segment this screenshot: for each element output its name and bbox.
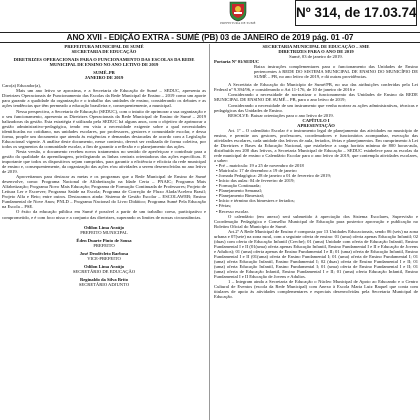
resolve-statement: RESOLVE: Baixar orientações para o ano letivo de 2019. [228, 112, 334, 118]
list-item: • Matrícula: 17 de dezembro a 19 de janeiro [216, 168, 297, 174]
logo-caption: PREFEITURA DE SUMÉ [220, 21, 256, 25]
intro-paragraph-4: Aproveitamos para destacar as metas e os programas que a Rede Municipal de Ensino de Sumé desenvolve, como: Programa Nacional de Alfabetização na Idade Certa – PNAIC; Programa Mais Alfabetização; Programa Novo Mais Educação; Programa de Formação Continuada de Professores; Projeto de Leitura Ler e Escrever; Programa Saúde na Escola; Programa de Correção de Fluxo Alada/Acelera Brasil; Projeto Alfa e Beto; entre outros. Destacamos ainda: Sistema de Gestão Escolar – ESCOLAWEB; Ensino Fundamental de Nove Anos; PNLD – Programa Nacional do Livro Didático; Programa Sumé Pela Educação na Escola – PSE. [2, 174, 206, 210]
list-item: • Início das aulas: 04 de fevereiro de 2019; [216, 178, 295, 184]
list-item: • Formação Continuada; [216, 183, 261, 189]
calendar-list [214, 163, 418, 213]
portaria-ementa: Baixa instruções complementares para o funcionamento das Unidades de Ensino pertencentes à REDE DO SISTEMA MUNICIPAL DE ENSINO DO MUNICÍPIO DE SUMÉ – PB, no ano letivo de 2019, e dá outras providências. [254, 64, 418, 80]
considerando-1: A Secretária de Educação do Município de Sumé/PB, no uso das atribuições conferidas pela Lei Federal nº 9.394/96, e considerando o Art 11-176, de 10 de janeiro de 2016 e [214, 82, 418, 93]
issue-number: Nº 314, de 17.03.74 [295, 0, 417, 26]
signature-role: VICE-PREFEITO [87, 255, 121, 261]
list-item: • Planejamento Bimestral; [216, 193, 265, 199]
right-date: Sumé, 03 de janeiro de 2019. [289, 54, 343, 60]
list-item: • Planejamento Semanal; [216, 188, 263, 194]
masthead-bar: ANO XVII - EDIÇÃO EXTRA - SUMÉ (PB) 03 de JANEIRO de 2019 pág. 01 -07 [0, 32, 420, 43]
right-org-name: SECRETARIA MUNICIPAL DE EDUCAÇÃO – SME [262, 44, 370, 49]
org-department: SECRETARIA DE EDUCAÇÃO [71, 49, 137, 55]
signature-name: Reginaldo da Silva Brito [79, 276, 129, 282]
document-title: DIRETRIZES OPERACIONAIS PARA O FUNCIONAMENTO DAS ESCOLAS DA REDE MUNICIPAL DE ENSINO NO ANO LETIVO DE 2019 [13, 57, 195, 68]
signature-role: SECRETÁRIO ADJUNTO [78, 281, 130, 287]
document-date: JANEIRO DE 2019 [84, 75, 124, 81]
intro-paragraph-5: O êxito da educação pública em Sumé é possível a partir de um trabalho coeso, participativo e comprometido, e é com foco nisso e a conjunto das diretrizes, superando os limites de nossas circunstâncias. [2, 209, 206, 220]
signature-role: PREFEITO MUNICIPAL [80, 229, 128, 235]
considerando-2: Considerando a necessidade de normatizar o funcionamento das Unidades de Ensino da REDE MUNICIPAL DE ENSINO DE SUMÉ – PB, para o ano letivo de 2019; [214, 92, 418, 103]
signature-role: PREFEITO [93, 242, 115, 248]
list-item: • Jornada Pedagógica: 28 de janeiro a 01 de fevereiro de 2019; [216, 173, 332, 179]
list-item: • Pré – matrícula: 19 a 25 de novembro de 2018 [216, 163, 304, 169]
calendar-approval-paragraph: O calendário (em anexo) será submetido à apreciação dos Sistema Escolares, Supervisão e Coordenação Pedagógica e Conselho Municipal de Educação para posterior aprovação e publicação no Boletim Oficial do Município de Sumé. [214, 213, 418, 229]
right-column [214, 44, 418, 420]
intro-paragraph-2: Nessa perspectiva, a Secretaria de Educação (SEDUC), com o intuito de aprimorar a sua organização e o seu funcionamento, apresenta as Diretrizes Operacionais da Rede Municipal de Ensino de Sumé – 2019 balizadoras da gestão. Esta estratégia é utilizada pela SEDUC há alguns anos, com o objetivo de aprimorar a gestão administrativo-pedagógica, tendo em vista a necessidade exigente sobre a qual necessidades identificadas no cotidiano, nas unidades escolares, por professores, gestores e comunidade escolar, e dessa forma, propõe um documento que atenda às exigências e demandas destacadas de acordo com a Legislação Educacional vigente. A análise deste documento, nesse contexto, deverá ser realizada de forma coletiva, por todos os segmentos da comunidade escolar, a fim de garantir a reflexão e o planejamento das ações. [2, 108, 206, 149]
right-subtitle: DIRETRIZES PARA O ANO DE 2019 [278, 49, 354, 55]
intro-paragraph-3: Nesta versão, o documento recebeu novos tratamentos no sentido de aperfeiçoar e contribuir para a gestão da qualidade da aprendizagem, privilegiando as linhas centrais orientadoras das ações específicas. E importante que todos os dispositivos sejam cumpridos, para garantir a eficiência e eficácia da rede municipal de ensino e, consequentemente, da organização das ações e/ou atividades a serem desenvolvidas no ano letivo de 2019. [2, 148, 206, 175]
list-item: • Recesso escolar. [216, 208, 249, 214]
list-item: • Início e término dos bimestres e feriados; [216, 198, 295, 204]
column-divider [209, 44, 210, 420]
salutation: Caro(a) Educador(a), [2, 83, 42, 89]
signature-block [2, 225, 206, 287]
considerando-3: Considerando a necessidade de um instrumento que venha nortear as ações administrativas, técnicas e pedagógicas das Unidades de Ensino. [214, 102, 418, 113]
article-2-paragraph: 1 – Integram ainda a Secretaria de Educação o Núcleo Municipal de Apoio ao Educando e o Centro Cultural de Eventos (escola da Rede Municipal) com Anexo à Escola Maria Luiz Raquel que conta com titulares de apoio às atividades complementares e especiais desenvolvidas pela Secretaria Municipal de Educação. [214, 279, 418, 300]
signature-name: Odilon Lima Araújo [83, 224, 125, 230]
list-item: • Férias; [216, 203, 232, 209]
intro-paragraph-1: Mais um ano letivo se aproxima, e a Secretaria de Educação de Sumé – SEDUC, apresenta as Diretrizes Operacionais de Funcionamento das Escolas da Rede Municipal de Ensino – 2019 como um aporte para garantir a qualidade da organização e o trabalho das unidades de ensino, considerando os debates e as ações tendências que têm permeado a educação brasileira e, consequentemente, a municipal. [2, 88, 206, 109]
portaria-number: Portaria Nº 01/SEDUC [214, 59, 260, 65]
article-2: Art.2º A Rede Municipal de Ensino é composta por 13 Unidades Educacionais, sendo 06 (seis) na zona urbana e 07(sete) na zona rural, com a seguinte oferta de ensino: 01 (uma) oferta apenas Educação Infantil; 02 (duas) com oferta de Educação Infantil (Creche); 01 (uma) Unidade com oferta de Educação Infantil, Ensino Fundamental I e II (01(uma) oferta apenas Educação Infantil, Ensino Fundamental I e II e Educação de Jovens e Adultos); 01 (uma) oferta apenas de Ensino Fundamental I e II; 01 (uma) oferta de Educação Infantil, Ensino Fundamental I e II (01(uma) oferta de Ensino Fundamental I; 01 (uma) oferta de Ensino Fundamental I; 01 (uma) oferta Educação Infantil, Ensino Fundamental I; 02 (duas) oferta de Ensino Fundamental I e II; 01 (uma) oferta Educação Infantil, Ensino Fundamental I; 01 (uma) oferta de Ensino Fundamental I e II; 01 (uma) oferta de Educação Infantil, Ensino Fundamental I e II; 01 (uma) oferta Educação Infantil, Ensino Fundamental I e II Educação de Jovens e Adultos. [214, 228, 418, 280]
signature-name: José Deodécleto Barbosa [79, 250, 129, 256]
left-column [2, 44, 206, 420]
signature-role: SECRETÁRIO DE EDUCAÇÃO [72, 268, 136, 274]
chapter-title: APRESENTAÇÃO [297, 122, 335, 128]
document-location: SUMÉ–PB [93, 70, 115, 76]
sume-coat-of-arms-icon [227, 0, 249, 22]
org-name: PREFEITURA MUNICIPAL DE SUMÉ [64, 44, 144, 49]
article-1: Art. 1º – O calendário Escolar é o instrumento legal de planejamento das atividades no município de ensino, e permite aos gestores, professores, coordenadores e funcionários acompanhar, execução das atividades escolares, cada unidade das letivos de aula, feriados, férias e planejamentos. Em cumprimento à Lei de Diretrizes e Bases da Educação Nacional, que estabelece a carga horária mínima de 800 horas-aula, distribuída em 200 dias letivos, a Secretaria Municipal de Educação – SEDUC estabelece para as escolas da rede municipal de ensino o Calendário Escolar para o ano letivo de 2019, que contempla atividades escolares, a saber: [214, 127, 418, 164]
chapter-heading: CAPÍTULO I [302, 117, 330, 123]
signature-name: Éden Duarte Pinto de Sousa [76, 237, 132, 243]
signature-name: Odilon Lima Araújo [83, 263, 125, 269]
newspaper-header [0, 0, 420, 42]
